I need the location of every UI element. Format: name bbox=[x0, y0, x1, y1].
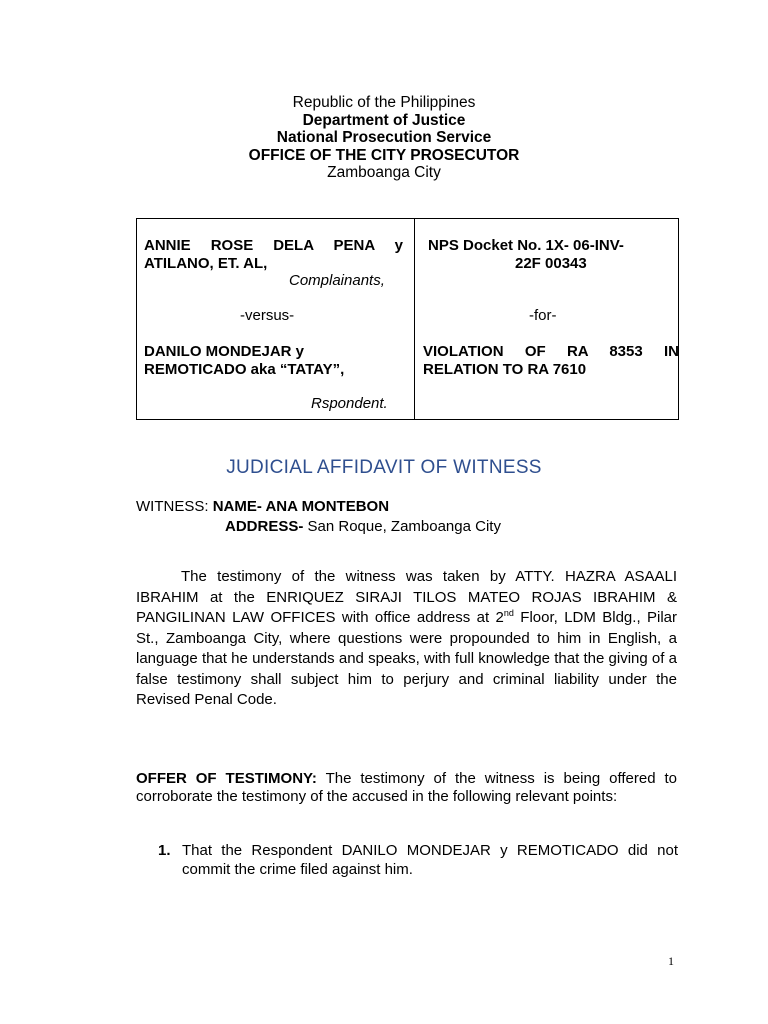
witness-address: San Roque, Zamboanga City bbox=[307, 518, 501, 535]
header-office: OFFICE OF THE CITY PROSECUTOR bbox=[248, 146, 520, 164]
case-details-cell bbox=[415, 219, 679, 420]
complainant-name-line1: ANNIE ROSE DELA PENA y bbox=[144, 237, 403, 254]
offer-of-testimony bbox=[136, 770, 677, 805]
violation-line2: RELATION TO RA 7610 bbox=[423, 361, 587, 378]
respondent-name-line2: REMOTICADO aka “TATAY”, bbox=[144, 361, 345, 378]
violation-line1: VIOLATION OF RA 8353 IN bbox=[423, 343, 679, 360]
parties-cell bbox=[137, 219, 415, 420]
testimony-text-part2: Floor, LDM Bldg., Pilar St., Zamboanga City, where questions were propounded to him in English, a language that he understands and speaks, with full knowledge that the giving of a false testimony shall subject him to perjury and criminal liability under the Revised Penal Code. bbox=[136, 609, 678, 708]
witness-block bbox=[136, 497, 501, 537]
header-city: Zamboanga City bbox=[327, 164, 441, 181]
docket-number-line1: NPS Docket No. 1X- 06-INV- bbox=[428, 237, 624, 254]
header-department: Department of Justice bbox=[302, 111, 466, 129]
for-label: -for- bbox=[529, 307, 557, 324]
header-service: National Prosecution Service bbox=[276, 129, 492, 146]
testimony-text-part1: The testimony of the witness was taken by ATTY. HAZRA ASAALI IBRAHIM at the ENRIQUEZ SIRAJI TILOS MATEO ROJAS IBRAHIM & PANGILINAN LAW OFFICES with office address at 2 bbox=[136, 568, 677, 626]
offer-text: The testimony of the witness is being offered to corroborate the testimony of the accused in the following relevant points: bbox=[136, 770, 678, 805]
list-item-text: That the Respondent DANILO MONDEJAR y REMOTICADO did not commit the crime filed against him. bbox=[182, 842, 678, 878]
testimony-superscript: nd bbox=[503, 608, 514, 618]
docket-number-line2: 22F 00343 bbox=[515, 255, 587, 272]
complainants-label: Complainants, bbox=[289, 272, 385, 289]
case-caption-table bbox=[136, 218, 679, 420]
complainant-name-line2: ATILANO, ET. AL, bbox=[144, 255, 268, 272]
respondent-label: Rspondent. bbox=[311, 395, 388, 412]
list-item bbox=[158, 841, 678, 879]
page-number: 1 bbox=[668, 954, 674, 968]
witness-address-label: ADDRESS- bbox=[225, 518, 304, 535]
list-item-number: 1. bbox=[158, 842, 171, 859]
offer-label: OFFER OF TESTIMONY: bbox=[136, 770, 317, 787]
document-header bbox=[0, 94, 768, 182]
witness-name: NAME- ANA MONTEBON bbox=[212, 498, 390, 515]
header-republic: Republic of the Philippines bbox=[292, 94, 476, 111]
respondent-name-line1: DANILO MONDEJAR y bbox=[144, 343, 305, 360]
testimony-paragraph bbox=[136, 567, 677, 711]
document-title: JUDICIAL AFFIDAVIT OF WITNESS bbox=[226, 457, 542, 478]
versus-label: -versus- bbox=[240, 307, 295, 324]
witness-label: WITNESS: bbox=[136, 498, 209, 515]
